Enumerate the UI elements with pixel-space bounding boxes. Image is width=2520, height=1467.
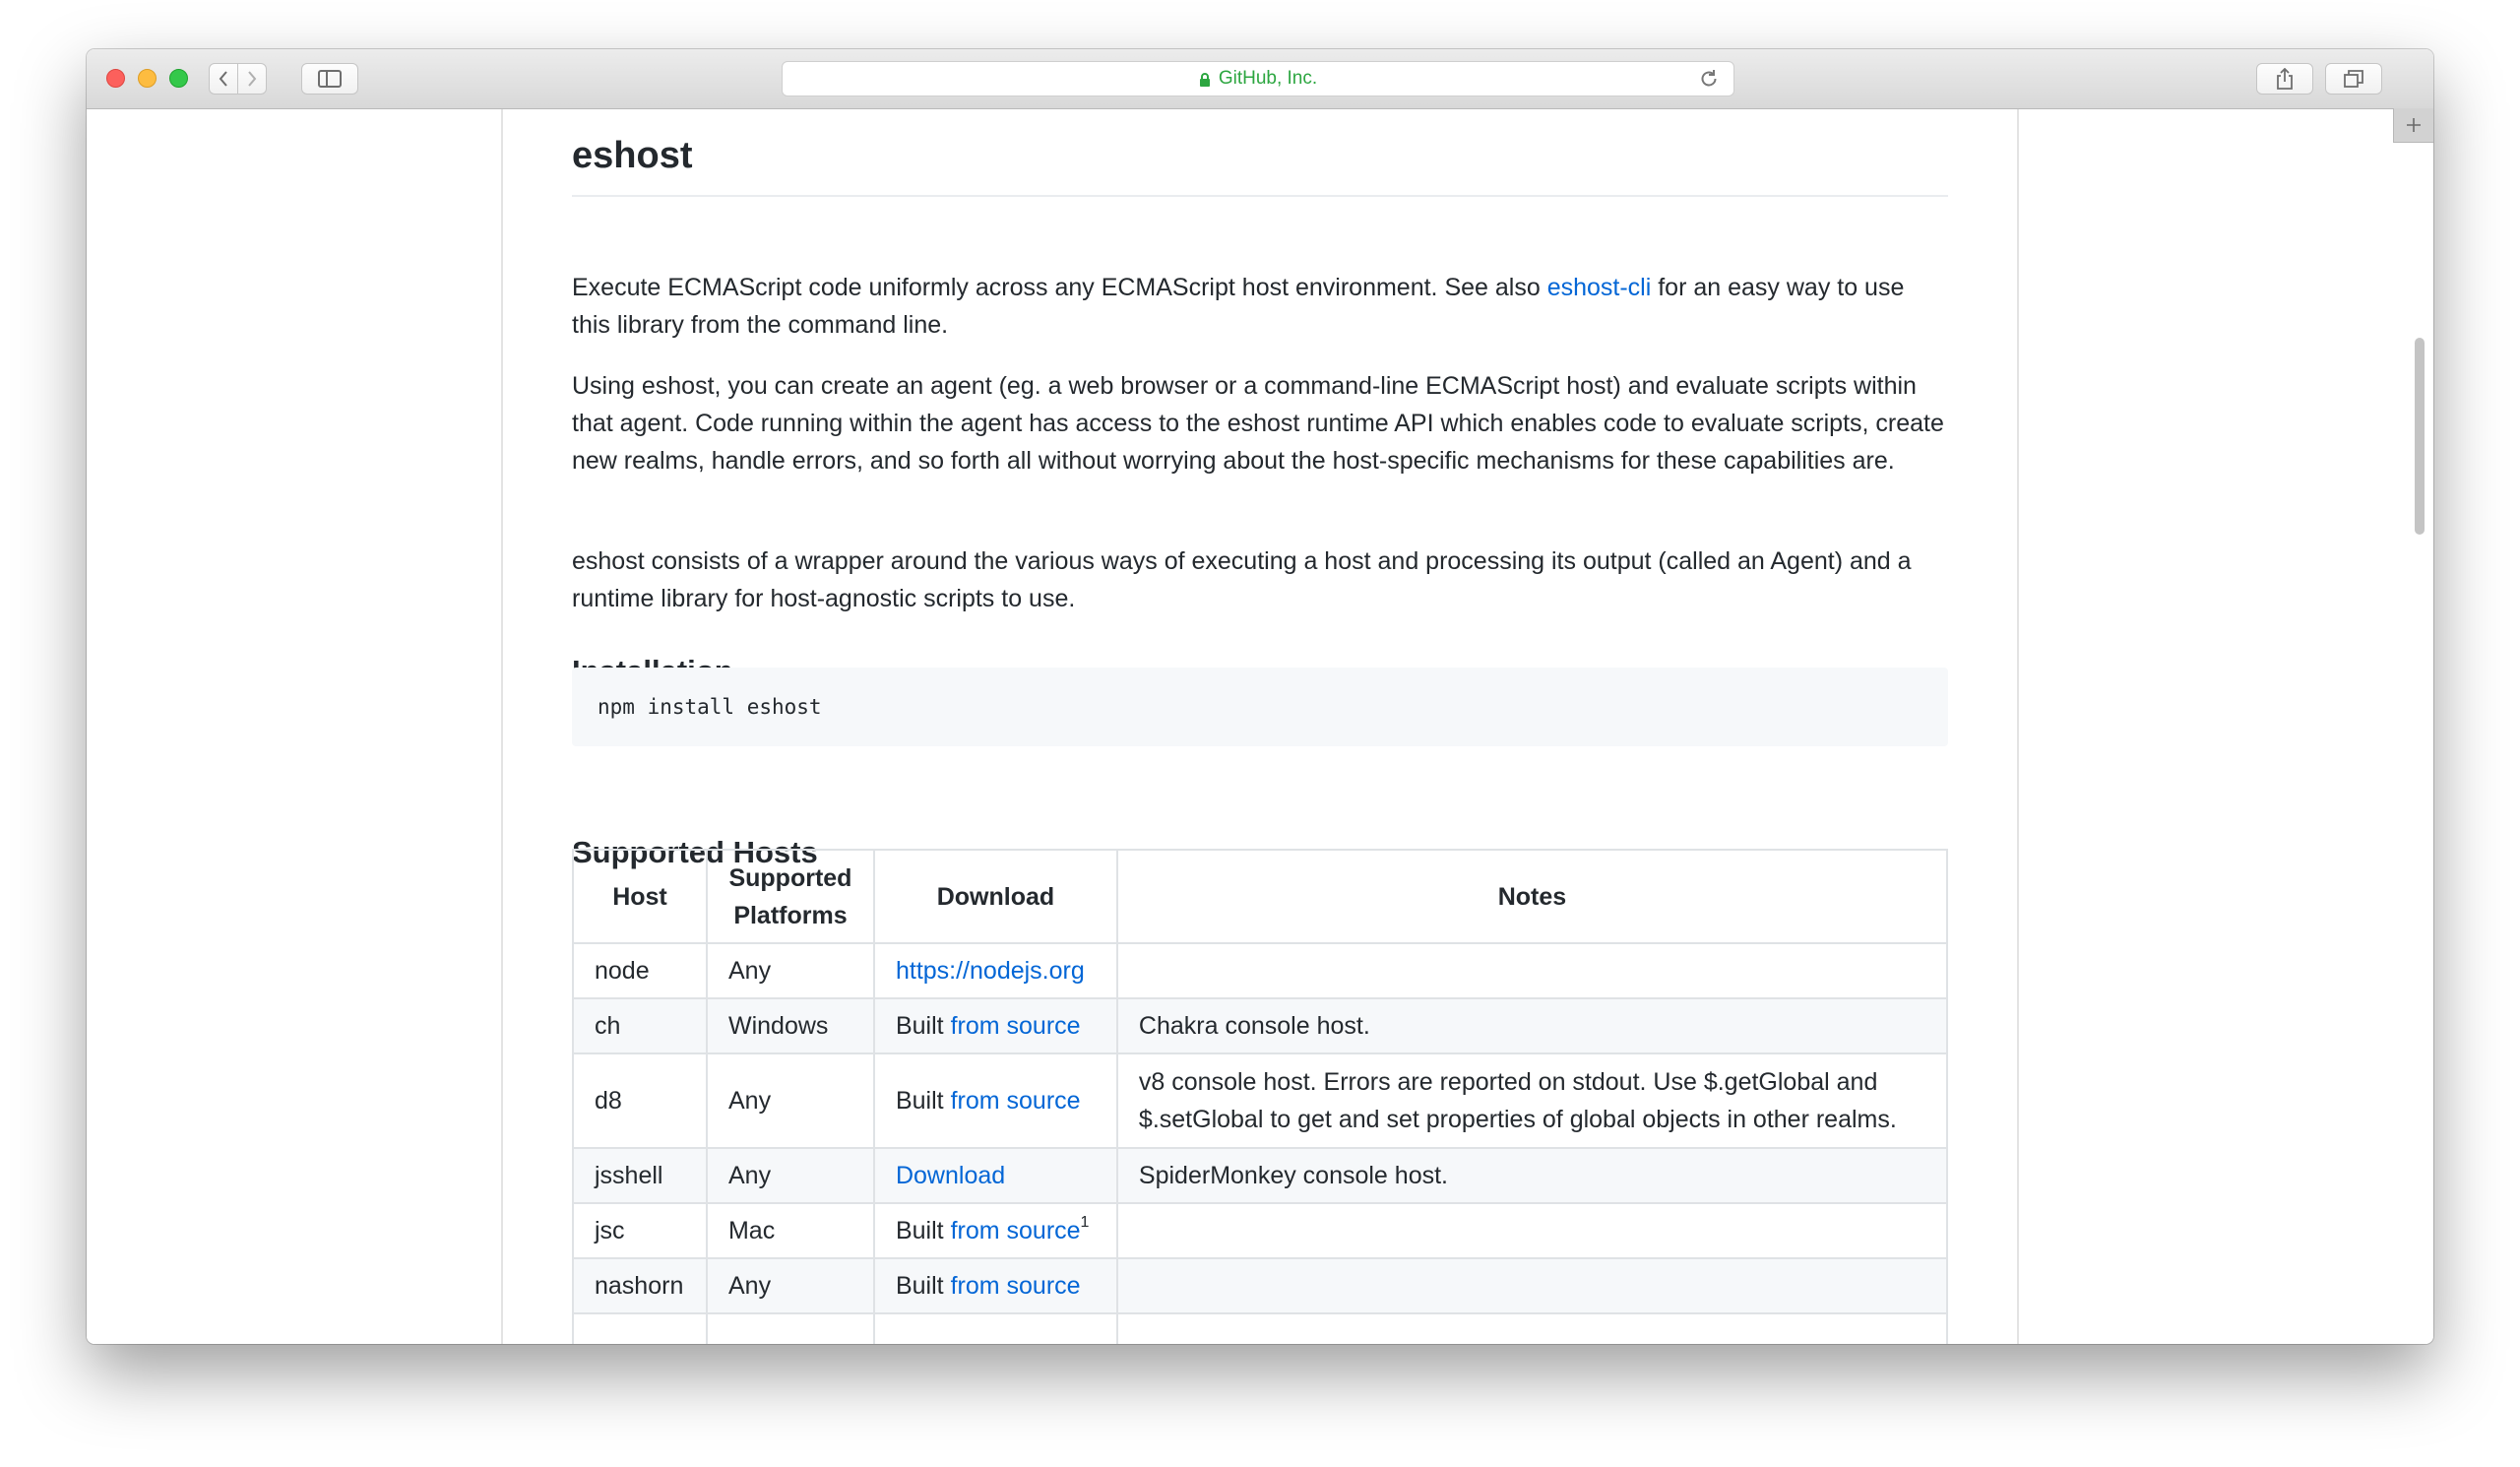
new-tab-button[interactable] bbox=[2393, 108, 2433, 143]
download-cell bbox=[874, 1313, 1117, 1344]
show-tabs-button[interactable] bbox=[2325, 63, 2382, 95]
platforms-cell: Mac bbox=[707, 1203, 874, 1258]
chevron-right-icon bbox=[246, 70, 258, 88]
download-link[interactable]: from source bbox=[950, 1217, 1081, 1244]
download-cell bbox=[874, 1203, 1117, 1258]
notes-cell bbox=[1117, 1313, 1947, 1344]
wrapper-paragraph: eshost consists of a wrapper around the various ways of executing a host and processing its output (called an Agent) and a runtime library for host-agnostic scripts to use. bbox=[572, 547, 1912, 612]
platforms-cell: Windows bbox=[707, 998, 874, 1053]
agent-paragraph: Using eshost, you can create an agent (eg. a web browser or a command-line ECMAScript host) and evaluate scripts within that agent. Code running within the agent has access to the eshost runtime API which enables code to evaluate scripts, create new realms, handle errors, and so forth all without worrying about the host-specific mechanisms for these capabilities are. bbox=[572, 372, 1944, 475]
download-link[interactable]: from source bbox=[950, 1012, 1081, 1040]
notes-cell bbox=[1117, 1203, 1947, 1258]
notes-cell bbox=[1117, 1258, 1947, 1313]
platforms-cell bbox=[707, 1313, 874, 1344]
table-row bbox=[573, 943, 1947, 998]
host-cell: d8 bbox=[573, 1053, 707, 1148]
notes-line1: SpiderMonkey console host. bbox=[1138, 1162, 1448, 1189]
notes-line1: Chakra console host. bbox=[1138, 1012, 1370, 1040]
intro-paragraph bbox=[572, 269, 1948, 344]
platforms-cell: Any bbox=[707, 943, 874, 998]
download-link[interactable]: from source bbox=[950, 1272, 1081, 1300]
forward-button[interactable] bbox=[237, 63, 267, 95]
host-cell: nashorn bbox=[573, 1258, 707, 1313]
hosts-table bbox=[572, 849, 1948, 1344]
share-icon bbox=[2276, 68, 2294, 90]
download-prefix: Built bbox=[895, 1272, 951, 1300]
header-notes: Notes bbox=[1117, 850, 1947, 943]
eshost-cli-link[interactable]: eshost-cli bbox=[1546, 274, 1652, 301]
notes-cell bbox=[1117, 943, 1947, 998]
download-link[interactable]: Download bbox=[895, 1162, 1006, 1189]
platforms-cell: Any bbox=[707, 1053, 874, 1148]
download-cell bbox=[874, 1148, 1117, 1203]
platforms-cell: Any bbox=[707, 1258, 874, 1313]
download-cell bbox=[874, 1053, 1117, 1148]
download-link[interactable]: https://nodejs.org bbox=[895, 957, 1085, 985]
install-code-block[interactable]: npm install eshost bbox=[572, 668, 1948, 746]
tabs-icon bbox=[2343, 69, 2364, 89]
header-platforms bbox=[707, 850, 874, 943]
readme-right-border bbox=[2017, 109, 2019, 1344]
header-platforms-line2: Platforms bbox=[733, 901, 848, 929]
download-cell bbox=[874, 943, 1117, 998]
page-viewport bbox=[87, 109, 2433, 1344]
header-platforms-line1: Supported bbox=[728, 863, 852, 892]
host-cell: jsshell bbox=[573, 1148, 707, 1203]
sidebar-toggle-button[interactable] bbox=[301, 63, 358, 95]
reload-icon[interactable] bbox=[1698, 68, 1720, 90]
lock-icon bbox=[1199, 72, 1211, 87]
notes-cell bbox=[1117, 1148, 1947, 1203]
table-row bbox=[573, 1313, 1947, 1344]
address-bar[interactable] bbox=[782, 61, 1734, 96]
intro-text-end: for an easy way to use this library from the command line. bbox=[572, 274, 1905, 339]
footnote-marker: 1 bbox=[1080, 1214, 1090, 1231]
table-row bbox=[573, 1148, 1947, 1203]
table-header-row bbox=[573, 850, 1947, 943]
download-cell bbox=[874, 1258, 1117, 1313]
sidebar-icon bbox=[318, 70, 342, 88]
host-cell: ch bbox=[573, 998, 707, 1053]
table-row bbox=[573, 1258, 1947, 1313]
zoom-window-button[interactable] bbox=[169, 69, 188, 88]
host-cell: jsc bbox=[573, 1203, 707, 1258]
site-identity: GitHub, Inc. bbox=[1218, 68, 1318, 89]
notes-cell bbox=[1117, 1053, 1947, 1148]
host-cell bbox=[573, 1313, 707, 1344]
download-prefix: Built bbox=[895, 1012, 951, 1040]
supported-hosts-heading: Supported Hosts bbox=[572, 835, 818, 869]
header-download: Download bbox=[874, 850, 1117, 943]
platforms-cell: Any bbox=[707, 1148, 874, 1203]
chevron-left-icon bbox=[218, 70, 229, 88]
host-cell: node bbox=[573, 943, 707, 998]
browser-window bbox=[87, 49, 2433, 1344]
download-cell bbox=[874, 998, 1117, 1053]
table-row bbox=[573, 1203, 1947, 1258]
notes-line1: v8 console host. Errors are reported on stdout. Use $.getGlobal and bbox=[1138, 1068, 1878, 1096]
back-button[interactable] bbox=[209, 63, 238, 95]
close-window-button[interactable] bbox=[106, 69, 125, 88]
minimize-window-button[interactable] bbox=[138, 69, 157, 88]
notes-line2: $.setGlobal to get and set properties of global objects in other realms. bbox=[1138, 1106, 1897, 1133]
readme-left-border bbox=[501, 109, 503, 1344]
intro-text: Execute ECMAScript code uniformly across any ECMAScript host environment. See also bbox=[572, 274, 1547, 301]
download-link[interactable]: from source bbox=[950, 1087, 1081, 1115]
table-row bbox=[573, 1053, 1947, 1148]
share-button[interactable] bbox=[2256, 63, 2313, 95]
header-host: Host bbox=[573, 850, 707, 943]
browser-toolbar bbox=[87, 49, 2433, 109]
notes-cell bbox=[1117, 998, 1947, 1053]
download-prefix: Built bbox=[895, 1087, 951, 1115]
table-row bbox=[573, 998, 1947, 1053]
download-prefix: Built bbox=[895, 1217, 951, 1244]
page-title: eshost bbox=[572, 133, 1948, 197]
vertical-scrollbar[interactable] bbox=[2415, 338, 2425, 535]
plus-icon bbox=[2406, 117, 2422, 133]
